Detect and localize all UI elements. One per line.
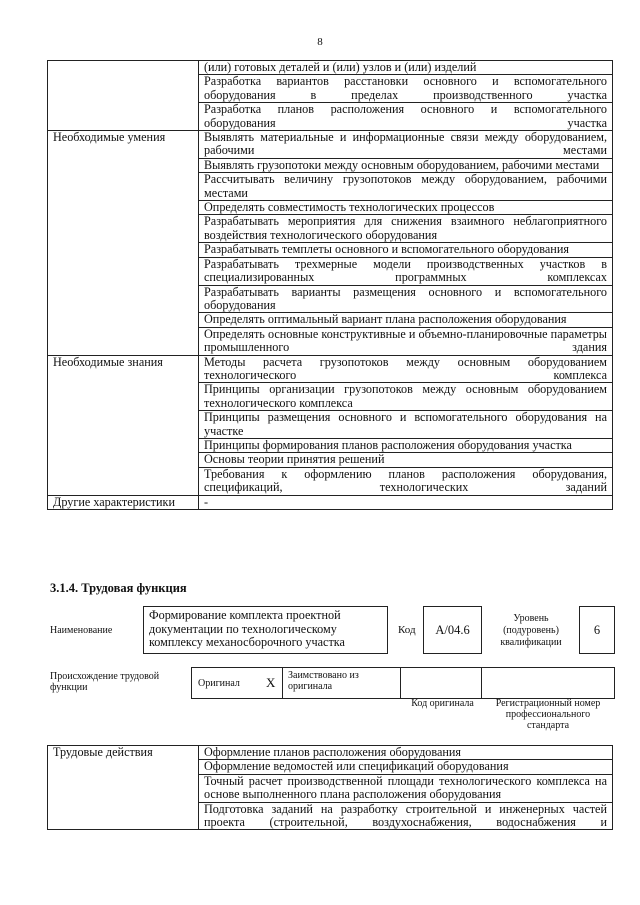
level-box xyxy=(579,606,615,654)
row-label: Необходимые умения xyxy=(48,131,199,356)
row-label: Трудовые действия xyxy=(48,746,199,830)
row-text: Выявлять грузопотоки между основным оборудованием, рабочими местами xyxy=(199,158,613,172)
original-box xyxy=(191,667,283,699)
code-value: A/04.6 xyxy=(435,623,470,637)
borrowed-box xyxy=(282,667,401,699)
row-text: Подготовка заданий на разработку строительной и инженерных частей проекта (строительной, воздухоснабжения, водоснабжения и xyxy=(199,802,613,830)
reg-caption: Регистрационный номер профессионального стандарта xyxy=(495,698,601,731)
name-value: Формирование комплекта проектной документации по технологическому комплексу механосборочного участка xyxy=(149,608,345,650)
table-row xyxy=(48,746,613,760)
borrowed-label: Заимствовано из оригинала xyxy=(288,670,359,692)
labor-actions-table xyxy=(47,745,613,830)
table-row xyxy=(48,131,613,159)
level-value: 6 xyxy=(593,623,601,637)
table-row xyxy=(48,61,613,75)
row-label: Другие характеристики xyxy=(48,495,199,509)
row-text: Требования к оформлению планов расположения оборудования, спецификаций, технологических заданий xyxy=(199,467,613,495)
row-text: Оформление планов расположения оборудования xyxy=(199,746,613,760)
code-label: Код xyxy=(398,624,416,636)
row-label xyxy=(48,61,199,131)
row-text: Методы расчета грузопотоков между основным оборудованием технологического комплекса xyxy=(199,355,613,383)
row-text: Определять совместимость технологических процессов xyxy=(199,201,613,215)
skills-knowledge-table xyxy=(47,60,613,510)
row-text: (или) готовых деталей и (или) узлов и (или) изделий xyxy=(199,61,613,75)
origin-label: Происхождение трудовой функции xyxy=(50,671,160,693)
row-text: Оформление ведомостей или спецификаций оборудования xyxy=(199,760,613,774)
row-text: Принципы формирования планов расположения оборудования участка xyxy=(199,438,613,452)
section-title: 3.1.4. Трудовая функция xyxy=(50,581,187,595)
row-text: Определять основные конструктивные и объемно-планировочные параметры промышленного здания xyxy=(199,327,613,355)
code-caption: Код оригинала xyxy=(411,698,474,709)
row-text: Основы теории принятия решений xyxy=(199,453,613,467)
table-row xyxy=(48,355,613,383)
row-text: Разрабатывать варианты размещения основного и вспомогательного оборудования xyxy=(199,285,613,313)
row-text: Разработка вариантов расстановки основного и вспомогательного оборудования в пределах производственного участка xyxy=(199,75,613,103)
row-text: Рассчитывать величину грузопотоков между оборудованием, рабочими местами xyxy=(199,173,613,201)
row-text: Выявлять материальные и информационные связи между оборудованием, рабочими местами xyxy=(199,131,613,159)
code-box xyxy=(423,606,482,654)
name-box xyxy=(143,606,388,654)
row-text: Точный расчет производственной площади технологического комплекса на основе выполненного плана расположения оборудования xyxy=(199,774,613,802)
reg-number-box xyxy=(481,667,615,699)
row-text: Определять оптимальный вариант плана расположения оборудования xyxy=(199,313,613,327)
row-text: Разработка планов расположения основного и вспомогательного оборудования участка xyxy=(199,103,613,131)
row-text: Принципы организации грузопотоков между основным оборудованием технологического комплекса xyxy=(199,383,613,411)
original-label: Оригинал xyxy=(198,678,240,689)
row-label: Необходимые знания xyxy=(48,355,199,495)
original-code-box xyxy=(400,667,482,699)
row-text: Принципы размещения основного и вспомогательного оборудования на участке xyxy=(199,411,613,439)
row-text: Разрабатывать трехмерные модели производственных участков в специализированных программных комплексах xyxy=(199,257,613,285)
page-number: 8 xyxy=(317,36,323,48)
row-text: Разрабатывать мероприятия для снижения взаимного неблагоприятного воздействия технологического оборудования xyxy=(199,215,613,243)
original-mark: X xyxy=(266,675,276,690)
name-label: Наименование xyxy=(50,625,113,636)
row-text: Разрабатывать темплеты основного и вспомогательного оборудования xyxy=(199,243,613,257)
row-text: - xyxy=(199,495,613,509)
table-row xyxy=(48,495,613,509)
level-label: Уровень (подуровень) квалификации xyxy=(500,613,562,648)
